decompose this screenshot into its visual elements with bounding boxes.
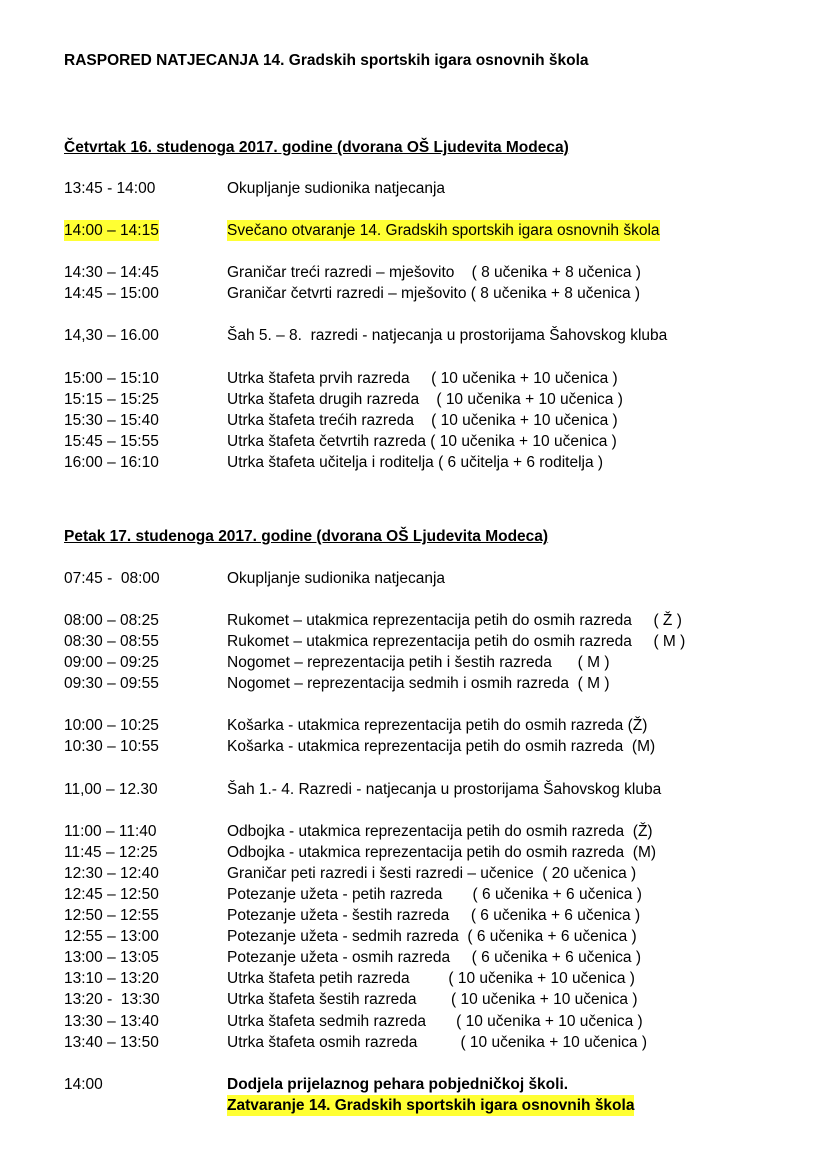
row-desc: Okupljanje sudionika natjecanja [227, 180, 446, 197]
row-time: 07:45 - 08:00 [64, 570, 160, 587]
row-desc: Zatvaranje 14. Gradskih sportskih igara osnovnih škola [227, 1097, 635, 1114]
row-desc: Potezanje užeta - šestih razreda ( 6 učenika + 6 učenica ) [227, 907, 641, 924]
day-heading-friday: Petak 17. studenoga 2017. godine (dvorana OŠ Ljudevita Modeca) [64, 528, 549, 545]
row-desc: Graničar treći razredi – mješovito ( 8 učenika + 8 učenica ) [227, 264, 641, 281]
row-desc: Potezanje užeta - osmih razreda ( 6 učenika + 6 učenica ) [227, 949, 641, 966]
row-time: 15:30 – 15:40 [64, 412, 159, 429]
row-desc: Svečano otvaranje 14. Gradskih sportskih igara osnovnih škola [227, 222, 660, 239]
document-title: RASPORED NATJECANJA 14. Gradskih sportskih igara osnovnih škola [64, 52, 589, 69]
row-time: 12:55 – 13:00 [64, 928, 159, 945]
row-desc: Utrka štafeta trećih razreda ( 10 učenika + 10 učenica ) [227, 412, 618, 429]
row-time: 13:40 – 13:50 [64, 1034, 159, 1051]
row-desc: Utrka štafeta šestih razreda ( 10 učenika + 10 učenica ) [227, 991, 638, 1008]
row-time: 13:45 - 14:00 [64, 180, 156, 197]
row-time: 14:00 – 14:15 [64, 222, 159, 239]
row-desc: Utrka štafeta četvrtih razreda ( 10 učenika + 10 učenica ) [227, 433, 617, 450]
row-desc: Šah 5. – 8. razredi - natjecanja u prostorijama Šahovskog kluba [227, 327, 668, 344]
row-time: 14,30 – 16.00 [64, 327, 159, 344]
row-desc: Nogomet – reprezentacija sedmih i osmih razreda ( M ) [227, 675, 610, 692]
row-time: 13:30 – 13:40 [64, 1013, 159, 1030]
row-time: 13:00 – 13:05 [64, 949, 159, 966]
row-desc: Rukomet – utakmica reprezentacija petih do osmih razreda ( M ) [227, 633, 686, 650]
row-time: 09:00 – 09:25 [64, 654, 159, 671]
row-time: 11:45 – 12:25 [64, 844, 158, 861]
row-time: 14:45 – 15:00 [64, 285, 159, 302]
row-time: 14:00 [64, 1076, 103, 1093]
row-time: 10:30 – 10:55 [64, 738, 159, 755]
row-desc: Graničar četvrti razredi – mješovito ( 8 učenika + 8 učenica ) [227, 285, 641, 302]
row-desc: Rukomet – utakmica reprezentacija petih do osmih razreda ( Ž ) [227, 612, 682, 629]
row-time: 13:20 - 13:30 [64, 991, 160, 1008]
day-heading-thursday: Četvrtak 16. studenoga 2017. godine (dvorana OŠ Ljudevita Modeca) [64, 139, 569, 156]
row-time: 10:00 – 10:25 [64, 717, 159, 734]
row-desc: Utrka štafeta osmih razreda ( 10 učenika + 10 učenica ) [227, 1034, 647, 1051]
row-desc: Odbojka - utakmica reprezentacija petih do osmih razreda (Ž) [227, 823, 653, 840]
row-time: 15:45 – 15:55 [64, 433, 159, 450]
row-time: 12:45 – 12:50 [64, 886, 159, 903]
row-time: 14:30 – 14:45 [64, 264, 159, 281]
row-time: 15:15 – 15:25 [64, 391, 159, 408]
row-desc: Dodjela prijelaznog pehara pobjedničkoj školi. [227, 1076, 569, 1093]
row-desc: Odbojka - utakmica reprezentacija petih do osmih razreda (M) [227, 844, 657, 861]
row-time: 11,00 – 12.30 [64, 781, 158, 798]
row-desc: Košarka - utakmica reprezentacija petih do osmih razreda (M) [227, 738, 656, 755]
row-time: 08:30 – 08:55 [64, 633, 159, 650]
row-time: 08:00 – 08:25 [64, 612, 159, 629]
row-desc: Šah 1.- 4. Razredi - natjecanja u prostorijama Šahovskog kluba [227, 781, 662, 798]
row-desc: Okupljanje sudionika natjecanja [227, 570, 446, 587]
row-desc: Košarka - utakmica reprezentacija petih do osmih razreda (Ž) [227, 717, 648, 734]
row-time: 11:00 – 11:40 [64, 823, 157, 840]
row-time: 16:00 – 16:10 [64, 454, 159, 471]
row-desc: Utrka štafeta petih razreda ( 10 učenika + 10 učenica ) [227, 970, 635, 987]
row-time: 12:50 – 12:55 [64, 907, 159, 924]
row-desc: Utrka štafeta sedmih razreda ( 10 učenika + 10 učenica ) [227, 1013, 643, 1030]
row-time: 13:10 – 13:20 [64, 970, 159, 987]
row-time: 15:00 – 15:10 [64, 370, 159, 387]
row-desc: Potezanje užeta - petih razreda ( 6 učenika + 6 učenica ) [227, 886, 642, 903]
row-desc: Utrka štafeta prvih razreda ( 10 učenika + 10 učenica ) [227, 370, 618, 387]
row-time: 09:30 – 09:55 [64, 675, 159, 692]
row-desc: Utrka štafeta učitelja i roditelja ( 6 učitelja + 6 roditelja ) [227, 454, 604, 471]
row-time: 12:30 – 12:40 [64, 865, 159, 882]
row-desc: Graničar peti razredi i šesti razredi – učenice ( 20 učenica ) [227, 865, 637, 882]
row-desc: Potezanje užeta - sedmih razreda ( 6 učenika + 6 učenica ) [227, 928, 637, 945]
row-desc: Nogomet – reprezentacija petih i šestih razreda ( M ) [227, 654, 610, 671]
row-desc: Utrka štafeta drugih razreda ( 10 učenika + 10 učenica ) [227, 391, 623, 408]
